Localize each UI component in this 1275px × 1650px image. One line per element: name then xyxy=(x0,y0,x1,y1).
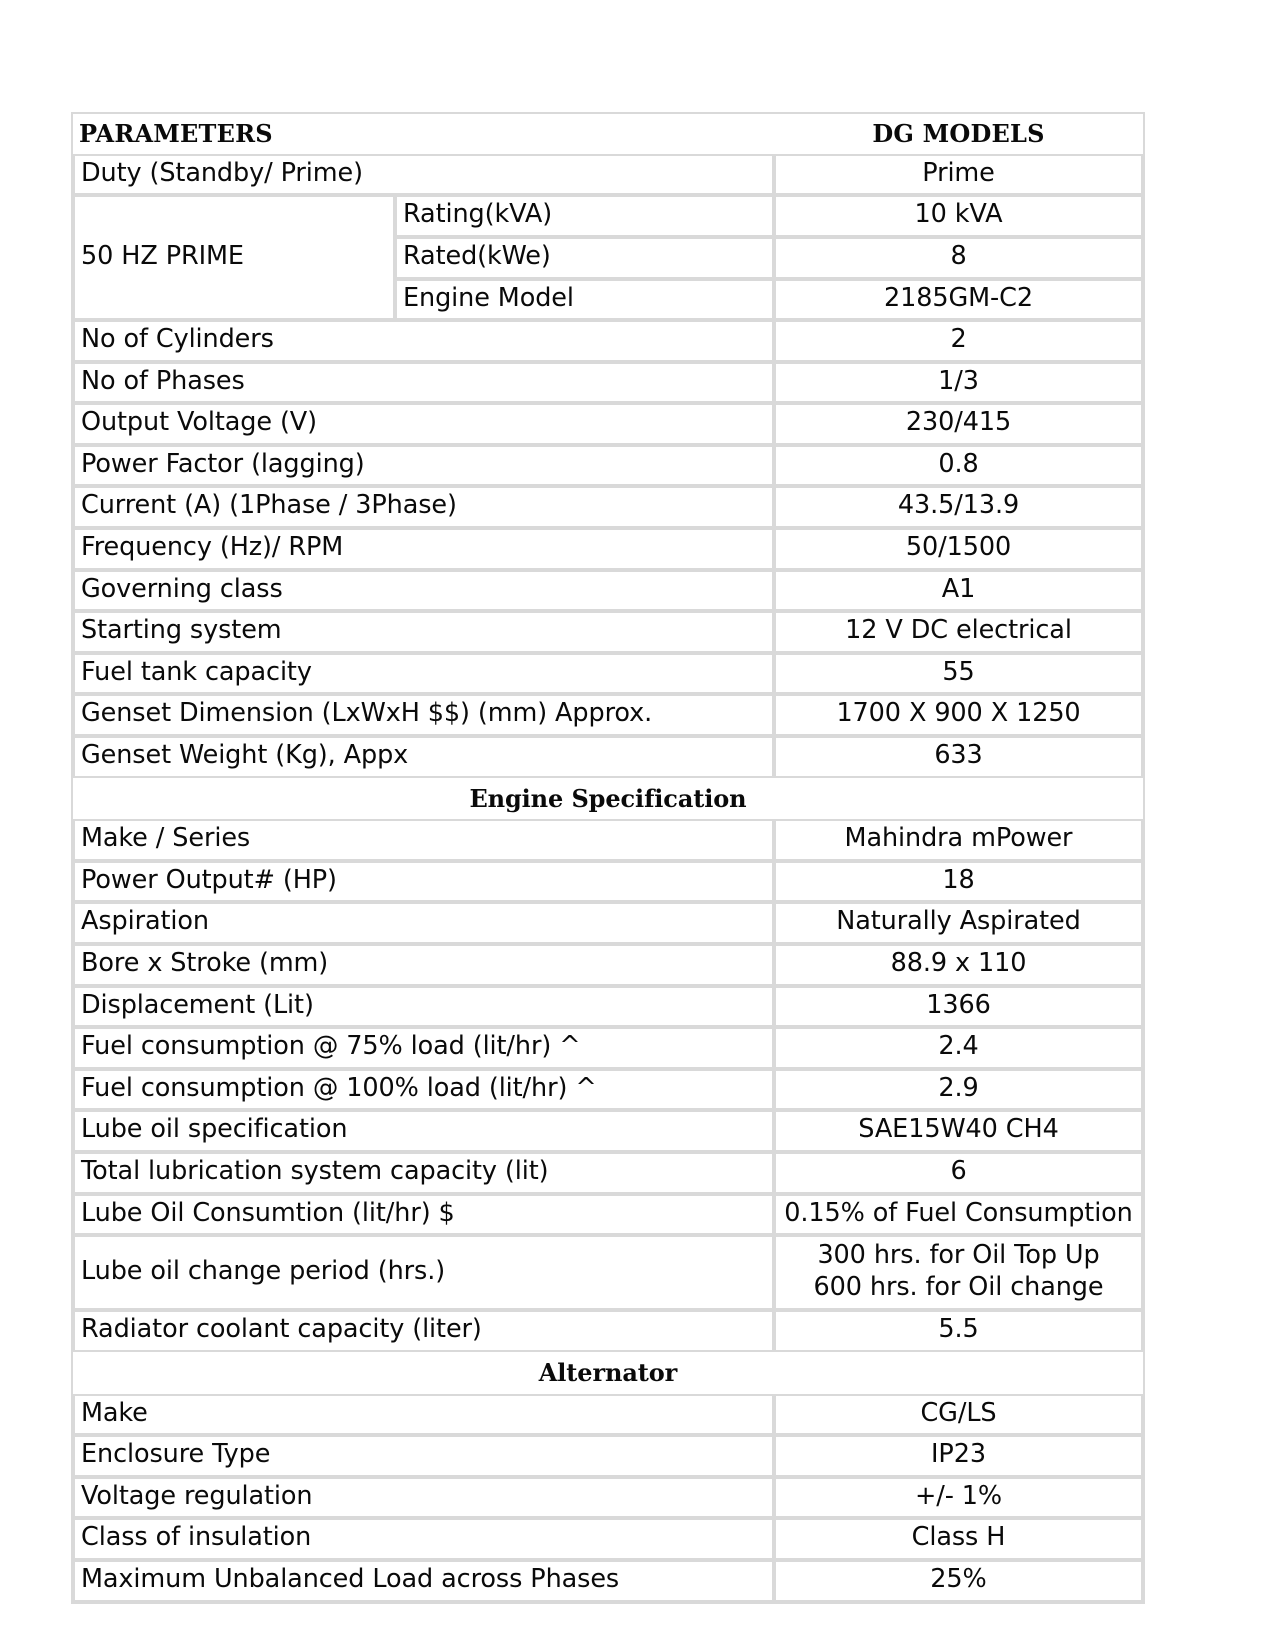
table-body xyxy=(73,114,1143,1602)
spec-table-container xyxy=(71,112,1141,1604)
parameter-value: 25% xyxy=(774,1560,1143,1602)
parameter-group-label: 50 HZ PRIME xyxy=(73,195,395,320)
parameter-label: Genset Dimension (LxWxH $$) (mm) Approx. xyxy=(73,694,774,736)
parameter-label: Lube oil change period (hrs.) xyxy=(73,1235,774,1310)
parameter-label: Duty (Standby/ Prime) xyxy=(73,154,774,196)
sub-parameter-value: 8 xyxy=(774,237,1143,279)
table-row xyxy=(73,1110,1143,1152)
parameter-value: 1/3 xyxy=(774,362,1143,404)
dg-specification-table xyxy=(71,112,1145,1604)
table-row xyxy=(73,1477,1143,1519)
parameter-value: 18 xyxy=(774,861,1143,903)
parameter-label: Genset Weight (Kg), Appx xyxy=(73,736,774,778)
table-row xyxy=(73,154,1143,196)
parameter-value: 88.9 x 110 xyxy=(774,944,1143,986)
parameter-label: Bore x Stroke (mm) xyxy=(73,944,774,986)
parameter-label: Aspiration xyxy=(73,902,774,944)
table-row xyxy=(73,653,1143,695)
parameter-value: Mahindra mPower xyxy=(774,819,1143,861)
parameter-label: Radiator coolant capacity (liter) xyxy=(73,1310,774,1352)
table-row xyxy=(73,195,1143,237)
table-row xyxy=(73,362,1143,404)
parameter-label: Fuel consumption @ 100% load (lit/hr) ^ xyxy=(73,1069,774,1111)
parameter-value: Prime xyxy=(774,154,1143,196)
parameter-value: 2.9 xyxy=(774,1069,1143,1111)
parameter-label: Enclosure Type xyxy=(73,1435,774,1477)
table-row xyxy=(73,1394,1143,1436)
parameter-label: Frequency (Hz)/ RPM xyxy=(73,528,774,570)
parameter-value: 633 xyxy=(774,736,1143,778)
parameter-value: IP23 xyxy=(774,1435,1143,1477)
parameter-label: Output Voltage (V) xyxy=(73,403,774,445)
parameter-value: 12 V DC electrical xyxy=(774,611,1143,653)
parameter-label: Maximum Unbalanced Load across Phases xyxy=(73,1560,774,1602)
table-row xyxy=(73,528,1143,570)
parameter-value: 230/415 xyxy=(774,403,1143,445)
table-row xyxy=(73,944,1143,986)
parameter-value: A1 xyxy=(774,570,1143,612)
parameter-value: CG/LS xyxy=(774,1394,1143,1436)
section-title: Engine Specification xyxy=(73,778,1143,820)
table-row xyxy=(73,1194,1143,1236)
parameter-label: Power Factor (lagging) xyxy=(73,445,774,487)
section-header-row xyxy=(73,778,1143,820)
parameter-label: Current (A) (1Phase / 3Phase) xyxy=(73,486,774,528)
parameter-value: +/- 1% xyxy=(774,1477,1143,1519)
parameter-value: 0.15% of Fuel Consumption xyxy=(774,1194,1143,1236)
table-row xyxy=(73,1027,1143,1069)
parameter-value: 43.5/13.9 xyxy=(774,486,1143,528)
parameter-label: Governing class xyxy=(73,570,774,612)
table-row xyxy=(73,1069,1143,1111)
table-header-row xyxy=(73,114,1143,154)
table-row xyxy=(73,861,1143,903)
table-row xyxy=(73,1152,1143,1194)
table-row xyxy=(73,986,1143,1028)
parameter-label: Lube Oil Consumtion (lit/hr) $ xyxy=(73,1194,774,1236)
parameter-label: Displacement (Lit) xyxy=(73,986,774,1028)
parameter-label: Power Output# (HP) xyxy=(73,861,774,903)
header-dg-models-label: DG MODELS xyxy=(774,114,1143,154)
parameter-value-line: 600 hrs. for Oil change xyxy=(813,1271,1104,1302)
parameter-value-line: 300 hrs. for Oil Top Up xyxy=(817,1240,1100,1271)
parameter-label: Fuel tank capacity xyxy=(73,653,774,695)
table-row xyxy=(73,570,1143,612)
parameter-label: Lube oil specification xyxy=(73,1110,774,1152)
parameter-label: Fuel consumption @ 75% load (lit/hr) ^ xyxy=(73,1027,774,1069)
parameter-value: 50/1500 xyxy=(774,528,1143,570)
parameter-label: No of Cylinders xyxy=(73,320,774,362)
section-title: Alternator xyxy=(73,1352,1143,1394)
table-row xyxy=(73,1435,1143,1477)
table-row xyxy=(73,486,1143,528)
parameter-label: Class of insulation xyxy=(73,1518,774,1560)
parameter-label: Make xyxy=(73,1394,774,1436)
parameter-value xyxy=(774,1235,1143,1310)
header-parameters-label: PARAMETERS xyxy=(73,114,774,154)
parameter-value: Naturally Aspirated xyxy=(774,902,1143,944)
parameter-value: 5.5 xyxy=(774,1310,1143,1352)
table-row xyxy=(73,320,1143,362)
table-row xyxy=(73,1235,1143,1310)
table-row xyxy=(73,445,1143,487)
parameter-label: Voltage regulation xyxy=(73,1477,774,1519)
sub-parameter-label: Rating(kVA) xyxy=(395,195,774,237)
parameter-label: Starting system xyxy=(73,611,774,653)
table-row xyxy=(73,1518,1143,1560)
table-row xyxy=(73,902,1143,944)
parameter-value: 2 xyxy=(774,320,1143,362)
parameter-value: 6 xyxy=(774,1152,1143,1194)
table-row xyxy=(73,403,1143,445)
table-row xyxy=(73,819,1143,861)
parameter-value: 55 xyxy=(774,653,1143,695)
section-header-row xyxy=(73,1352,1143,1394)
parameter-value: SAE15W40 CH4 xyxy=(774,1110,1143,1152)
table-row xyxy=(73,611,1143,653)
parameter-label: Make / Series xyxy=(73,819,774,861)
sub-parameter-value: 2185GM-C2 xyxy=(774,279,1143,321)
parameter-value: 2.4 xyxy=(774,1027,1143,1069)
table-row xyxy=(73,1560,1143,1602)
parameter-value: Class H xyxy=(774,1518,1143,1560)
parameter-label: No of Phases xyxy=(73,362,774,404)
table-row xyxy=(73,736,1143,778)
parameter-value: 1366 xyxy=(774,986,1143,1028)
parameter-value: 1700 X 900 X 1250 xyxy=(774,694,1143,736)
parameter-value: 0.8 xyxy=(774,445,1143,487)
sub-parameter-label: Engine Model xyxy=(395,279,774,321)
parameter-label: Total lubrication system capacity (lit) xyxy=(73,1152,774,1194)
table-row xyxy=(73,694,1143,736)
sub-parameter-value: 10 kVA xyxy=(774,195,1143,237)
table-row xyxy=(73,1310,1143,1352)
sub-parameter-label: Rated(kWe) xyxy=(395,237,774,279)
